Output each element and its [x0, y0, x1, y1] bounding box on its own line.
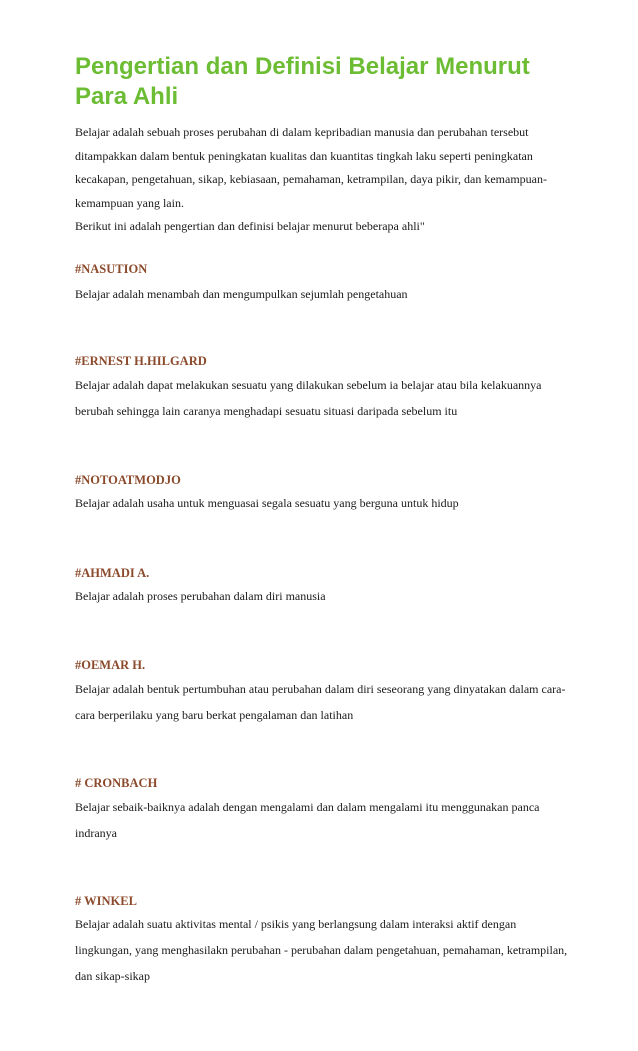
- page-title: Pengertian dan Definisi Belajar Menurut Para Ahli: [75, 53, 530, 110]
- expert-heading-winkel: # WINKEL: [75, 894, 137, 908]
- expert-definition-cronbach: Belajar sebaik-baiknya adalah dengan mengalami dan dalam mengalami itu menggunakan panca indranya: [75, 800, 540, 840]
- expert-heading-nasution: #NASUTION: [75, 262, 148, 276]
- expert-heading-cronbach: # CRONBACH: [75, 776, 158, 790]
- intro-section: [75, 121, 575, 239]
- expert-definition-hilgard: Belajar adalah dapat melakukan sesuatu yang dilakukan sebelum ia belajar atau bila kelakuannya berubah sehingga lain caranya menghadapi sesuatu situasi daripada sebelum itu: [75, 378, 542, 418]
- expert-heading-notoatmodjo: #NOTOATMODJO: [75, 473, 181, 487]
- expert-definition-winkel: Belajar adalah suatu aktivitas mental / psikis yang berlangsung dalam interaksi aktif dengan lingkungan, yang menghasilakn perubahan - perubahan dalam pengetahuan, pemahaman, ketrampilan, dan sikap-sikap: [75, 917, 568, 983]
- intro-lead-in: Berikut ini adalah pengertian dan definisi belajar menurut beberapa ahli": [75, 219, 425, 233]
- expert-definition-notoatmodjo: Belajar adalah usaha untuk menguasai segala sesuatu yang berguna untuk hidup: [75, 496, 459, 510]
- expert-heading-ahmadi: #AHMADI A.: [75, 566, 150, 580]
- expert-heading-hilgard: #ERNEST H.HILGARD: [75, 354, 207, 368]
- expert-heading-oemar: #OEMAR H.: [75, 658, 146, 672]
- expert-definition-nasution: Belajar adalah menambah dan mengumpulkan sejumlah pengetahuan: [75, 287, 408, 301]
- expert-definition-ahmadi: Belajar adalah proses perubahan dalam diri manusia: [75, 589, 326, 603]
- intro-paragraph: Belajar adalah sebuah proses perubahan di dalam kepribadian manusia dan perubahan tersebut ditampakkan dalam bentuk peningkatan kualitas dan kuantitas tingkah laku seperti peningkatan kecakapan, pengetahuan, sikap, kebiasaan, pemahaman, ketrampilan, daya pikir, dan kemampuan-kemampuan yang lain.: [75, 125, 547, 210]
- expert-definition-oemar: Belajar adalah bentuk pertumbuhan atau perubahan dalam diri seseorang yang dinyatakan dalam cara-cara berperilaku yang baru berkat pengalaman dan latihan: [75, 682, 566, 722]
